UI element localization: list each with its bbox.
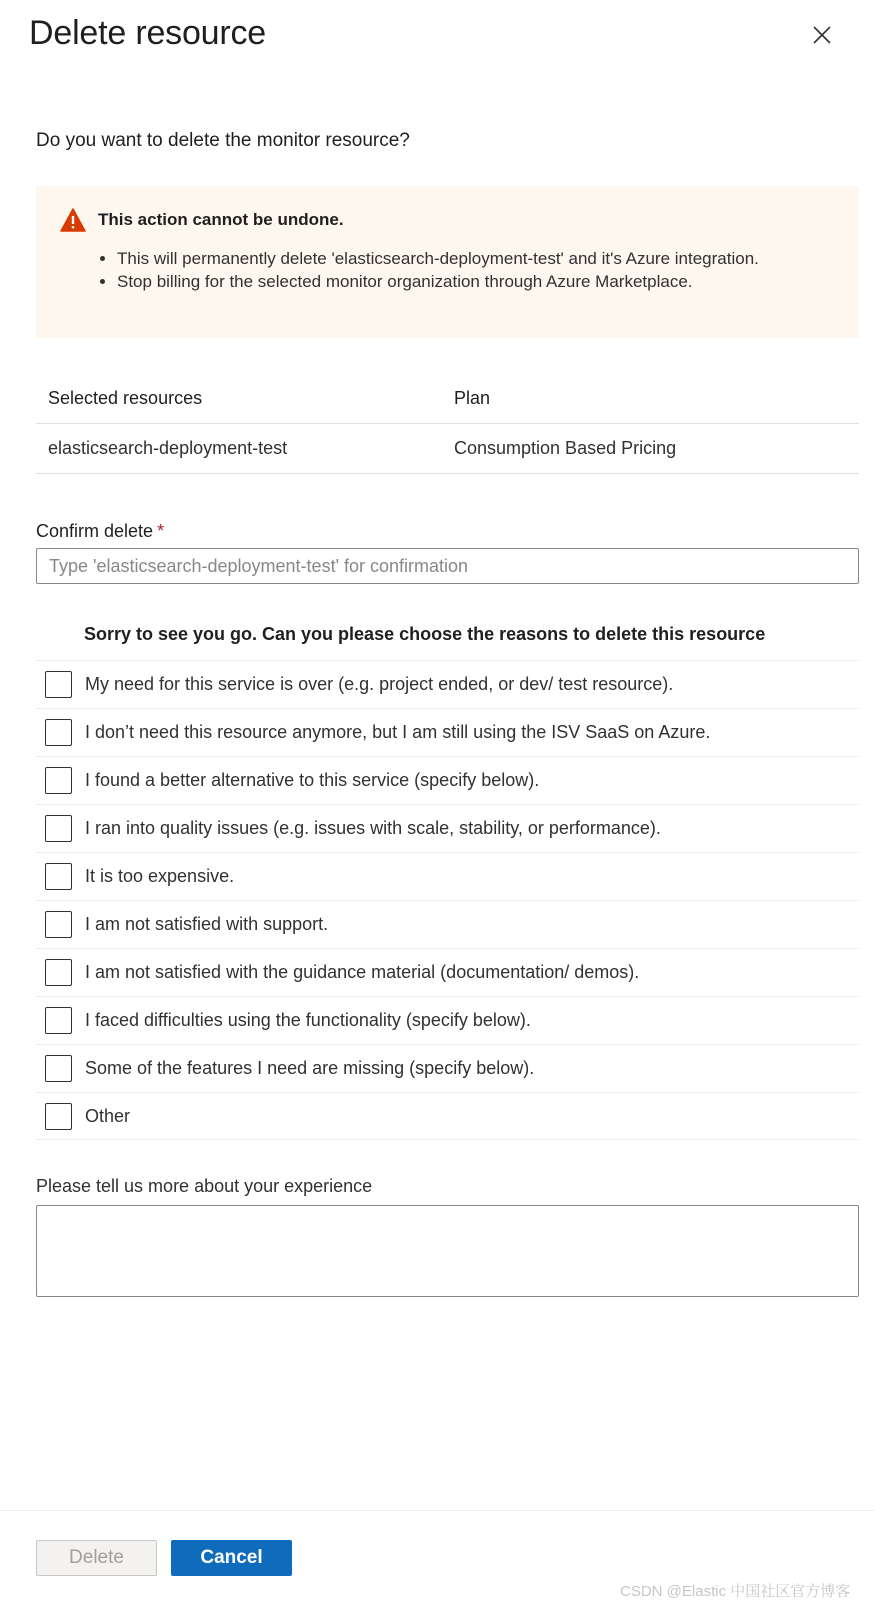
- table-row: [36, 423, 859, 473]
- reason-item[interactable]: [36, 900, 859, 948]
- confirm-delete-label: [36, 521, 164, 542]
- confirm-delete-label-text: Confirm delete: [36, 521, 154, 541]
- warning-bullets: [60, 247, 835, 293]
- reasons-heading: Sorry to see you go. Can you please choose the reasons to delete this resource: [84, 624, 766, 644]
- reason-checkbox[interactable]: [45, 1055, 72, 1082]
- reason-item[interactable]: [36, 1044, 859, 1092]
- selected-resources-table: [36, 375, 859, 474]
- warning-title: This action cannot be undone.: [98, 210, 344, 229]
- confirm-delete-input[interactable]: [36, 548, 859, 584]
- panel-title: Delete resource: [29, 14, 267, 52]
- resource-name-cell: elasticsearch-deployment-test: [36, 423, 442, 473]
- reason-checkbox[interactable]: [45, 911, 72, 938]
- delete-button[interactable]: Delete: [36, 1540, 157, 1576]
- reason-label: I am not satisfied with the guidance material (documentation/ demos).: [85, 962, 640, 982]
- reason-label: I don’t need this resource anymore, but I am still using the ISV SaaS on Azure.: [85, 722, 711, 742]
- reason-item[interactable]: [36, 756, 859, 804]
- reason-checkbox[interactable]: [45, 671, 72, 698]
- column-header-selected-resources: Selected resources: [36, 375, 442, 423]
- reason-item[interactable]: [36, 996, 859, 1044]
- reason-label: It is too expensive.: [85, 866, 235, 886]
- reason-checkbox[interactable]: [45, 815, 72, 842]
- warning-icon: [60, 208, 86, 232]
- column-header-plan: Plan: [442, 375, 859, 423]
- reason-label: Some of the features I need are missing (specify below).: [85, 1058, 535, 1078]
- reasons-list: [36, 660, 859, 1140]
- watermark: CSDN @Elastic 中国社区官方博客: [620, 1583, 851, 1600]
- reason-item[interactable]: [36, 948, 859, 996]
- footer-divider: [0, 1510, 874, 1511]
- reason-label: I faced difficulties using the functionality (specify below).: [85, 1010, 531, 1030]
- reason-label: I am not satisfied with support.: [85, 914, 329, 934]
- cancel-button[interactable]: Cancel: [171, 1540, 292, 1576]
- feedback-label: Please tell us more about your experience: [36, 1176, 373, 1196]
- reason-item[interactable]: [36, 708, 859, 756]
- reason-item[interactable]: [36, 1092, 859, 1140]
- delete-question: Do you want to delete the monitor resource?: [36, 130, 410, 151]
- reason-checkbox[interactable]: [45, 1103, 72, 1130]
- reason-checkbox[interactable]: [45, 959, 72, 986]
- reason-checkbox[interactable]: [45, 1007, 72, 1034]
- warning-banner: [36, 186, 859, 338]
- warning-bullet: • Stop billing for the selected monitor organization through Azure Marketplace.: [117, 270, 835, 293]
- reason-item[interactable]: [36, 804, 859, 852]
- warning-bullet: • This will permanently delete 'elasticsearch-deployment-test' and it's Azure integration.: [117, 247, 835, 270]
- reason-checkbox[interactable]: [45, 767, 72, 794]
- reason-checkbox[interactable]: [45, 719, 72, 746]
- close-button[interactable]: [806, 20, 838, 52]
- required-marker: *: [157, 521, 165, 541]
- reason-label: I ran into quality issues (e.g. issues with scale, stability, or performance).: [85, 818, 661, 838]
- plan-cell: Consumption Based Pricing: [442, 423, 859, 473]
- reason-item[interactable]: [36, 660, 859, 708]
- reason-label: Other: [85, 1105, 131, 1126]
- table-header-row: [36, 375, 859, 423]
- reason-label: My need for this service is over (e.g. project ended, or dev/ test resource).: [85, 674, 674, 694]
- reason-checkbox[interactable]: [45, 863, 72, 890]
- feedback-textarea[interactable]: [36, 1205, 859, 1297]
- reason-item[interactable]: [36, 852, 859, 900]
- close-icon: [811, 24, 833, 46]
- reason-label: I found a better alternative to this service (specify below).: [85, 770, 540, 790]
